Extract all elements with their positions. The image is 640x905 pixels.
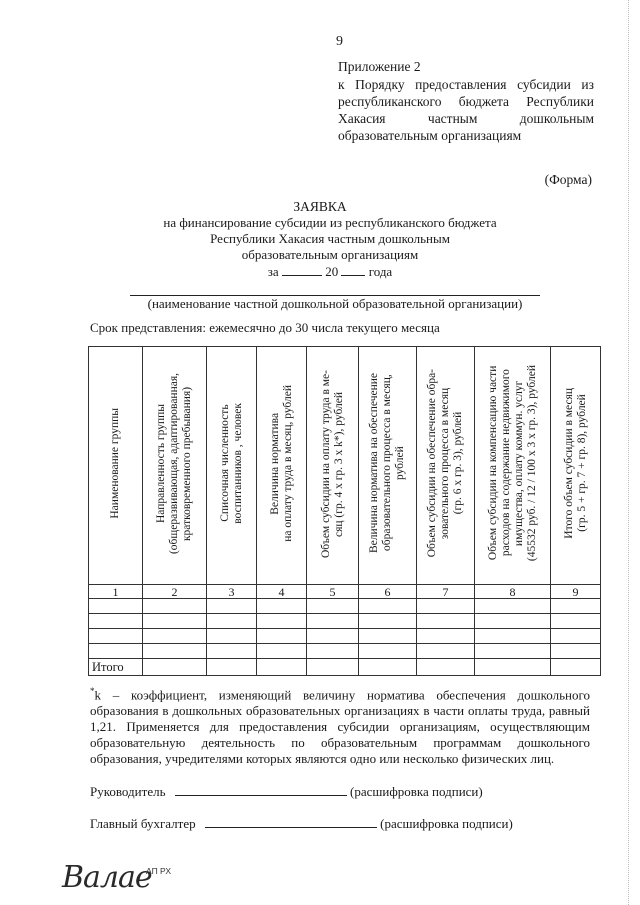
table-row xyxy=(89,614,601,629)
table-cell[interactable] xyxy=(257,599,307,614)
table-cell[interactable] xyxy=(475,644,551,659)
table-cell[interactable] xyxy=(143,629,207,644)
footnote-marker: * xyxy=(90,686,95,696)
table-cell[interactable] xyxy=(257,644,307,659)
table-cell[interactable] xyxy=(475,599,551,614)
col-header: Величина норматива на обеспечение образовательного процесса в месяц, рублей xyxy=(359,347,417,585)
table-cell[interactable] xyxy=(89,614,143,629)
table-cell[interactable] xyxy=(207,599,257,614)
table-cell[interactable] xyxy=(89,599,143,614)
table-cell[interactable] xyxy=(207,614,257,629)
footnote-letter: k xyxy=(94,687,101,703)
table-cell[interactable] xyxy=(417,629,475,644)
head-hint: (расшифровка подписи) xyxy=(350,784,483,799)
table-cell[interactable] xyxy=(417,599,475,614)
table-cell[interactable] xyxy=(143,644,207,659)
document-subtitle xyxy=(80,215,580,280)
column-number: 6 xyxy=(359,585,417,599)
form-label: (Форма) xyxy=(544,172,592,187)
table-cell[interactable] xyxy=(551,599,601,614)
table-header-row xyxy=(89,347,601,585)
accountant-signature-line xyxy=(90,815,513,832)
column-number-row xyxy=(89,585,601,599)
table-cell[interactable] xyxy=(551,644,601,659)
table-cell[interactable] xyxy=(307,629,359,644)
column-number: 1 xyxy=(89,585,143,599)
col-header: Итого объем субсидии в месяц (гр. 5 + гр. 7 + гр. 8), рублей xyxy=(551,347,601,585)
org-name-label: (наименование частной дошкольной образовательной организации) xyxy=(147,296,523,311)
table-cell[interactable] xyxy=(551,629,601,644)
table-cell[interactable] xyxy=(359,614,417,629)
document-heading: ЗАЯВКА xyxy=(293,199,347,214)
page-number: 9 xyxy=(336,34,343,49)
appendix-line: республиканского бюджета Республики xyxy=(338,94,594,109)
column-number: 2 xyxy=(143,585,207,599)
col-header: Объем субсидии на обеспечение обра- зовательного процесса в месяц (гр. 6 х гр. 3), рублей xyxy=(417,347,475,585)
table-row xyxy=(89,599,601,614)
table-row xyxy=(89,629,601,644)
month-blank[interactable] xyxy=(282,263,322,276)
column-number: 9 xyxy=(551,585,601,599)
table-cell[interactable] xyxy=(307,644,359,659)
appendix-title: Приложение 2 xyxy=(338,59,421,74)
table-cell[interactable] xyxy=(257,629,307,644)
table-cell[interactable] xyxy=(257,614,307,629)
subtitle-line: образовательным организациям xyxy=(241,247,419,262)
table-cell[interactable] xyxy=(207,644,257,659)
table-cell[interactable] xyxy=(551,614,601,629)
table-cell[interactable] xyxy=(143,614,207,629)
total-label: Итого xyxy=(89,659,143,676)
col-header: Направленность группы (общеразвивающая, адаптированная, кратковременного пребывания) xyxy=(143,347,207,585)
deadline-text: Срок представления: ежемесячно до 30 числа текущего месяца xyxy=(90,320,440,335)
period-year: года xyxy=(368,264,393,279)
column-number: 4 xyxy=(257,585,307,599)
footnote xyxy=(90,683,590,767)
col-header: Величина норматива на оплату труда в месяц, рублей xyxy=(257,347,307,585)
accountant-signature-field[interactable] xyxy=(205,815,377,828)
subtitle-line: на финансирование субсидии из республиканского бюджета xyxy=(163,215,497,230)
table-cell[interactable] xyxy=(417,659,475,676)
accountant-label: Главный бухгалтер xyxy=(90,816,196,831)
table-cell[interactable] xyxy=(359,599,417,614)
table-cell[interactable] xyxy=(359,659,417,676)
table-cell[interactable] xyxy=(475,614,551,629)
subtitle-line: Республики Хакасия частным дошкольным xyxy=(210,231,450,246)
table-cell[interactable] xyxy=(257,659,307,676)
column-number: 7 xyxy=(417,585,475,599)
appendix-line: к Порядку предоставления субсидии из xyxy=(338,77,594,92)
table-cell[interactable] xyxy=(207,629,257,644)
table-cell[interactable] xyxy=(551,659,601,676)
table-cell[interactable] xyxy=(143,659,207,676)
table-cell[interactable] xyxy=(207,659,257,676)
table-row xyxy=(89,644,601,659)
col-header: Объем субсидии на компенсацию части расходов на содержание недвижимого имущества, оплату коммун. услуг (45532 руб. / 12 / 100 х 3 х гр. 3), рублей xyxy=(475,347,551,585)
appendix-block xyxy=(338,58,594,144)
period-line xyxy=(80,263,580,280)
year-blank[interactable] xyxy=(341,263,365,276)
table-cell[interactable] xyxy=(475,659,551,676)
column-number: 3 xyxy=(207,585,257,599)
table-cell[interactable] xyxy=(89,629,143,644)
handwritten-signature: Валае xyxy=(62,860,152,895)
col-header: Объем субсидии на оплату труда в ме- сяц (гр. 4 х гр. 3 х k*), рублей xyxy=(307,347,359,585)
column-number: 8 xyxy=(475,585,551,599)
table-cell[interactable] xyxy=(307,599,359,614)
table-cell[interactable] xyxy=(417,644,475,659)
table-cell[interactable] xyxy=(417,614,475,629)
head-label: Руководитель xyxy=(90,784,166,799)
accountant-hint: (расшифровка подписи) xyxy=(380,816,513,831)
table-cell[interactable] xyxy=(307,659,359,676)
appendix-line: Хакасия частным дошкольным xyxy=(338,111,594,126)
total-row xyxy=(89,659,601,676)
subsidy-table xyxy=(88,346,601,676)
period-za: за xyxy=(267,264,279,279)
appendix-line: образовательным организациям xyxy=(338,128,522,143)
col-header: Списочная численность воспитанников , человек xyxy=(207,347,257,585)
table-cell[interactable] xyxy=(475,629,551,644)
head-signature-line xyxy=(90,783,483,800)
table-cell[interactable] xyxy=(89,644,143,659)
table-cell[interactable] xyxy=(143,599,207,614)
scan-edge xyxy=(628,0,630,905)
head-signature-field[interactable] xyxy=(175,783,347,796)
col-header: Наименование группы xyxy=(89,347,143,585)
column-number: 5 xyxy=(307,585,359,599)
table-cell[interactable] xyxy=(359,644,417,659)
archive-stamp: АП РХ xyxy=(146,866,172,876)
period-twenty: 20 xyxy=(325,264,339,279)
footnote-text: – коэффициент, изменяющий величину норматива обеспечения дошкольного образования в дошкольных образовательных организациях в части оплаты труда, равный 1,21. Применяется для предоставления субсидии организациям, осуществляющим образовательную деятельность по образовательным программам дошкольного образования, учредителями которых являются одно или несколько физических лиц. xyxy=(90,687,590,767)
table-cell[interactable] xyxy=(307,614,359,629)
table-cell[interactable] xyxy=(359,629,417,644)
